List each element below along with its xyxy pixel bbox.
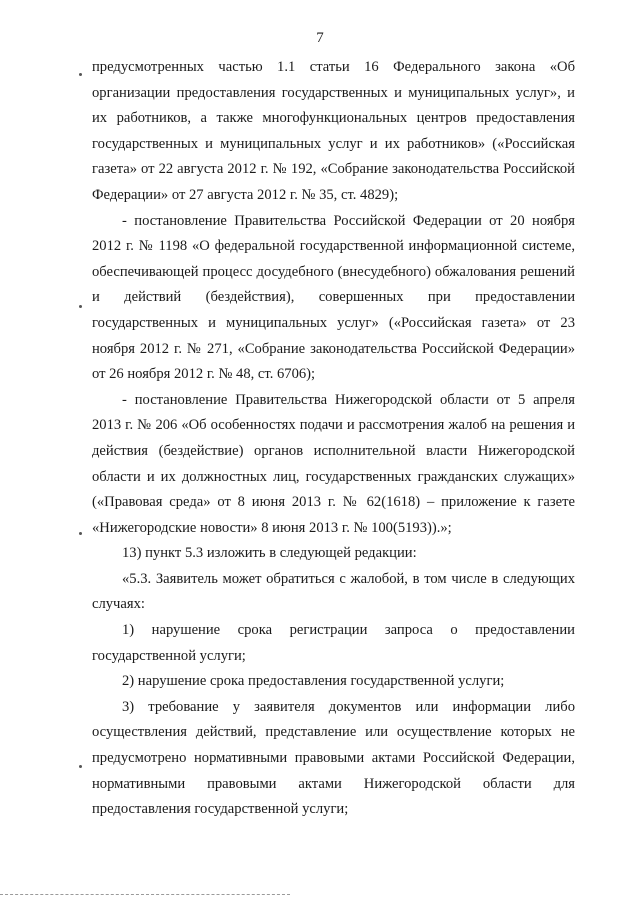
scan-dot [79, 532, 82, 535]
page-number: 7 [316, 30, 324, 46]
scan-dot [79, 305, 82, 308]
paragraph-law-reference: предусмотренных частью 1.1 статьи 16 Федерального закона «Об организации предоставления государственных и муниципальных услуг», и их работников, а также многофункциональных центров предоставления государственных и муниципальных услуг и их работников» («Российская газета» от 22 августа 2012 г. № 192, «Собрание законодательства Российской Федерации» от 27 августа 2012 г. № 35, ст. 4829); [92, 59, 575, 203]
document-body [92, 55, 575, 823]
paragraph-case-2: 2) нарушение срока предоставления государственной услуги; [122, 673, 505, 690]
paragraph-item-13: 13) пункт 5.3 изложить в следующей редакции: [122, 545, 417, 562]
paragraph-case-3: 3) требование у заявителя документов или информации либо осуществления действий, представление или осуществление которых не предусмотрено нормативными правовыми актами Российской Федерации, нормативными правовыми актами Нижегородской области для предоставления государственной услуги; [92, 698, 575, 818]
scan-dot [79, 765, 82, 768]
scan-edge-line [0, 894, 290, 897]
scan-dot [79, 73, 82, 76]
paragraph-clause-5-3: «5.3. Заявитель может обратиться с жалобой, в том числе в следующих случаях: [92, 570, 575, 613]
paragraph-resolution-1198: - постановление Правительства Российской Федерации от 20 ноября 2012 г. № 1198 «О федеральной государственной информационной системе, обеспечивающей процесс досудебного (внесудебного) обжалования решений и действий (бездействия), совершенных при предоставлении государственных и муниципальных услуг» («Российская газета» от 23 ноября 2012 г. № 271, «Собрание законодательства Российской Федерации» от 26 ноября 2012 г. № 48, ст. 6706); [92, 212, 575, 383]
paragraph-case-1: 1) нарушение срока регистрации запроса о предоставлении государственной услуги; [92, 622, 575, 664]
paragraph-resolution-206: - постановление Правительства Нижегородской области от 5 апреля 2013 г. № 206 «Об особенностях подачи и рассмотрения жалоб на решения и действия (бездействие) органов исполнительной власти Нижегородской области и их должностных лиц, государственных гражданских служащих» («Правовая среда» от 8 июня 2013 г. № 62(1618) – приложение к газете «Нижегородские новости» 8 июня 2013 г. № 100(5193)).»; [92, 391, 575, 536]
